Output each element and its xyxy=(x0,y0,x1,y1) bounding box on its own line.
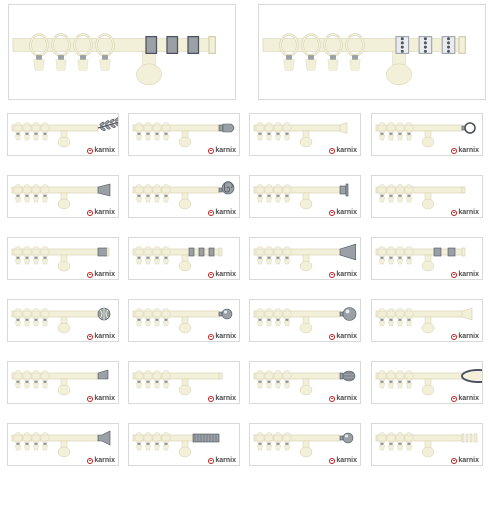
brand-logo xyxy=(87,209,115,216)
brand-name: karnix xyxy=(458,271,479,278)
curtain-rod xyxy=(12,184,110,209)
karnix-logo-icon xyxy=(329,210,335,216)
product-card[interactable] xyxy=(128,299,240,342)
leaf-chrome-finial xyxy=(98,115,119,131)
wall-bracket xyxy=(58,317,70,333)
hero-product-card[interactable] xyxy=(8,4,236,100)
brand-name: karnix xyxy=(336,457,357,464)
brand-name: karnix xyxy=(458,333,479,340)
product-card[interactable] xyxy=(371,237,483,280)
angle-chrome-finial xyxy=(98,370,108,379)
curtain-rod xyxy=(12,431,110,457)
brand-name: karnix xyxy=(94,333,115,340)
karnix-logo-icon xyxy=(87,210,93,216)
wall-bracket xyxy=(300,379,312,395)
product-card[interactable] xyxy=(249,361,361,404)
rod-tube xyxy=(12,187,98,193)
wall-bracket xyxy=(58,193,70,209)
wall-bracket xyxy=(422,131,434,147)
brand-logo xyxy=(87,333,115,340)
brand-logo xyxy=(87,271,115,278)
ball-striped-finial xyxy=(98,308,110,320)
curtain-rod xyxy=(254,371,355,395)
rod-tube xyxy=(376,373,462,379)
rod-tube xyxy=(376,311,462,317)
karnix-logo-icon xyxy=(329,148,335,154)
brand-logo xyxy=(329,333,357,340)
karnix-logo-icon xyxy=(451,148,457,154)
plain-cream-finial xyxy=(462,187,465,193)
wall-bracket xyxy=(386,51,411,85)
brand-name: karnix xyxy=(336,209,357,216)
wall-bracket xyxy=(300,131,312,147)
cylinder-ribbed-finial xyxy=(193,434,219,442)
cone-chrome-finial xyxy=(98,184,110,196)
wall-bracket xyxy=(58,131,70,147)
wall-bracket xyxy=(300,441,312,457)
curtain-rod xyxy=(376,433,477,457)
karnix-logo-icon xyxy=(329,396,335,402)
wall-bracket xyxy=(58,255,70,271)
wall-bracket xyxy=(179,441,191,457)
rod-tube xyxy=(133,187,219,193)
brand-logo xyxy=(451,209,479,216)
brand-name: karnix xyxy=(215,457,236,464)
brand-logo xyxy=(329,457,357,464)
curtain-rod xyxy=(133,247,222,271)
product-card[interactable] xyxy=(371,299,483,342)
brand-logo xyxy=(451,147,479,154)
karnix-logo-icon xyxy=(87,396,93,402)
bullet-chrome-finial xyxy=(219,124,234,132)
curtain-rod xyxy=(376,247,465,271)
wall-bracket xyxy=(422,379,434,395)
wall-bracket xyxy=(179,193,191,209)
curtain-rod xyxy=(376,185,465,209)
product-card[interactable] xyxy=(371,175,483,218)
product-card[interactable] xyxy=(371,423,483,466)
brand-logo xyxy=(329,395,357,402)
karnix-logo-icon xyxy=(208,148,214,154)
rod-tube xyxy=(376,187,462,193)
karnix-logo-icon xyxy=(208,396,214,402)
wall-bracket xyxy=(422,255,434,271)
brand-name: karnix xyxy=(215,395,236,402)
product-card[interactable] xyxy=(7,361,119,404)
curtain-rod xyxy=(133,182,234,209)
curtain-rod xyxy=(12,115,119,147)
brand-logo xyxy=(451,395,479,402)
wall-bracket xyxy=(300,193,312,209)
pineapple-chrome-finial xyxy=(340,371,355,381)
ball-chrome-finial xyxy=(340,433,353,443)
brand-name: karnix xyxy=(336,147,357,154)
curtain-rod xyxy=(254,308,356,334)
brand-name: karnix xyxy=(94,147,115,154)
product-card[interactable] xyxy=(7,175,119,218)
wall-bracket xyxy=(58,441,70,457)
product-card[interactable] xyxy=(7,299,119,342)
wall-bracket xyxy=(422,193,434,209)
curtain-rod xyxy=(133,309,232,333)
oval-ring-chrome-finial xyxy=(462,370,483,382)
wall-bracket xyxy=(422,317,434,333)
karnix-logo-icon xyxy=(87,148,93,154)
wall-bracket xyxy=(300,317,312,333)
cap-chrome-finial xyxy=(98,248,109,256)
cap-cream-finial xyxy=(340,123,347,133)
karnix-logo-icon xyxy=(451,272,457,278)
curtain-rod xyxy=(254,123,347,147)
karnix-logo-icon xyxy=(208,272,214,278)
brand-logo xyxy=(87,147,115,154)
karnix-logo-icon xyxy=(451,396,457,402)
ball-chrome-large-finial xyxy=(340,308,356,321)
brand-logo xyxy=(451,333,479,340)
product-card[interactable] xyxy=(249,175,361,218)
wall-bracket xyxy=(179,131,191,147)
curtain-rod xyxy=(376,123,475,147)
wall-bracket xyxy=(136,51,161,85)
product-card[interactable] xyxy=(7,113,119,156)
rod-tube xyxy=(254,125,340,131)
crown-chrome-finial xyxy=(340,184,348,196)
product-card[interactable] xyxy=(128,113,240,156)
karnix-logo-icon xyxy=(208,334,214,340)
curtain-rod xyxy=(254,184,348,209)
curtain-rod xyxy=(376,370,483,395)
rod-tube xyxy=(376,125,462,131)
brand-logo xyxy=(208,209,236,216)
wall-bracket xyxy=(300,255,312,271)
rod-tube xyxy=(133,249,219,255)
karnix-logo-icon xyxy=(329,458,335,464)
brand-logo xyxy=(329,147,357,154)
karnix-logo-icon xyxy=(451,458,457,464)
rod-tube xyxy=(12,125,98,131)
product-card[interactable] xyxy=(249,299,361,342)
wall-bracket xyxy=(422,441,434,457)
rod-tube xyxy=(13,39,209,52)
bands-cream-finial xyxy=(462,434,477,442)
brand-logo xyxy=(451,271,479,278)
brand-logo xyxy=(208,457,236,464)
wall-bracket xyxy=(179,317,191,333)
rod-tube xyxy=(254,311,340,317)
curtain-rod xyxy=(376,308,472,333)
wall-bracket xyxy=(179,379,191,395)
ball-chrome-finial xyxy=(219,309,232,319)
curtain-rod xyxy=(254,433,353,457)
rod-tube xyxy=(133,373,219,379)
product-card[interactable] xyxy=(128,361,240,404)
curtain-rod xyxy=(12,370,108,395)
brand-logo xyxy=(87,457,115,464)
karnix-logo-icon xyxy=(87,334,93,340)
brand-name: karnix xyxy=(215,333,236,340)
product-card[interactable] xyxy=(128,423,240,466)
cone-cream-finial xyxy=(462,308,472,320)
brand-name: karnix xyxy=(336,395,357,402)
brand-logo xyxy=(87,395,115,402)
rod-tube xyxy=(254,435,340,441)
brand-name: karnix xyxy=(458,147,479,154)
brand-logo xyxy=(329,271,357,278)
brand-logo xyxy=(208,333,236,340)
product-card[interactable] xyxy=(371,113,483,156)
brand-name: karnix xyxy=(458,457,479,464)
brand-name: karnix xyxy=(458,395,479,402)
bands-crystal-finial xyxy=(396,37,465,54)
product-card[interactable] xyxy=(249,237,361,280)
curtain-rod xyxy=(133,123,234,147)
tulip-chrome-finial xyxy=(98,431,110,445)
curtain-rod xyxy=(13,35,215,85)
karnix-logo-icon xyxy=(329,334,335,340)
brand-name: karnix xyxy=(94,271,115,278)
brand-logo xyxy=(208,147,236,154)
brand-name: karnix xyxy=(94,457,115,464)
brand-logo xyxy=(208,395,236,402)
karnix-logo-icon xyxy=(451,334,457,340)
curtain-rod xyxy=(12,247,109,271)
curtain-rod xyxy=(254,244,356,271)
curtain-rod xyxy=(12,308,110,333)
product-card[interactable] xyxy=(128,175,240,218)
brand-name: karnix xyxy=(94,395,115,402)
product-card[interactable] xyxy=(7,237,119,280)
rod-tube xyxy=(12,249,98,255)
ring-chrome-finial xyxy=(462,123,475,133)
product-card[interactable] xyxy=(249,113,361,156)
rod-tube xyxy=(254,373,340,379)
rod-tube xyxy=(254,249,340,255)
karnix-logo-icon xyxy=(87,458,93,464)
brand-logo xyxy=(329,209,357,216)
rod-tube xyxy=(12,311,98,317)
product-card[interactable] xyxy=(371,361,483,404)
brand-name: karnix xyxy=(215,209,236,216)
product-card[interactable] xyxy=(7,423,119,466)
karnix-logo-icon xyxy=(329,272,335,278)
curtain-rod xyxy=(263,35,465,85)
brand-logo xyxy=(208,271,236,278)
curtain-rod xyxy=(133,433,219,457)
spiral-chrome-finial xyxy=(219,182,234,194)
brand-name: karnix xyxy=(215,147,236,154)
plain-cream-finial xyxy=(219,373,222,379)
product-card[interactable] xyxy=(249,423,361,466)
karnix-logo-icon xyxy=(208,458,214,464)
karnix-logo-icon xyxy=(208,210,214,216)
brand-name: karnix xyxy=(215,271,236,278)
rod-tube xyxy=(376,435,462,441)
rod-tube xyxy=(12,435,98,441)
karnix-logo-icon xyxy=(451,210,457,216)
brand-name: karnix xyxy=(458,209,479,216)
brand-name: karnix xyxy=(94,209,115,216)
brand-name: karnix xyxy=(336,271,357,278)
curtain-rod xyxy=(133,371,222,395)
rod-tube xyxy=(254,187,340,193)
rod-tube xyxy=(12,373,98,379)
rod-tube xyxy=(133,125,219,131)
wall-bracket xyxy=(58,379,70,395)
cone-chrome-large-finial xyxy=(340,244,356,260)
hero-product-card[interactable] xyxy=(258,4,486,100)
brand-name: karnix xyxy=(336,333,357,340)
product-card[interactable] xyxy=(128,237,240,280)
wall-bracket xyxy=(179,255,191,271)
brand-logo xyxy=(451,457,479,464)
karnix-logo-icon xyxy=(87,272,93,278)
rod-tube xyxy=(133,311,219,317)
